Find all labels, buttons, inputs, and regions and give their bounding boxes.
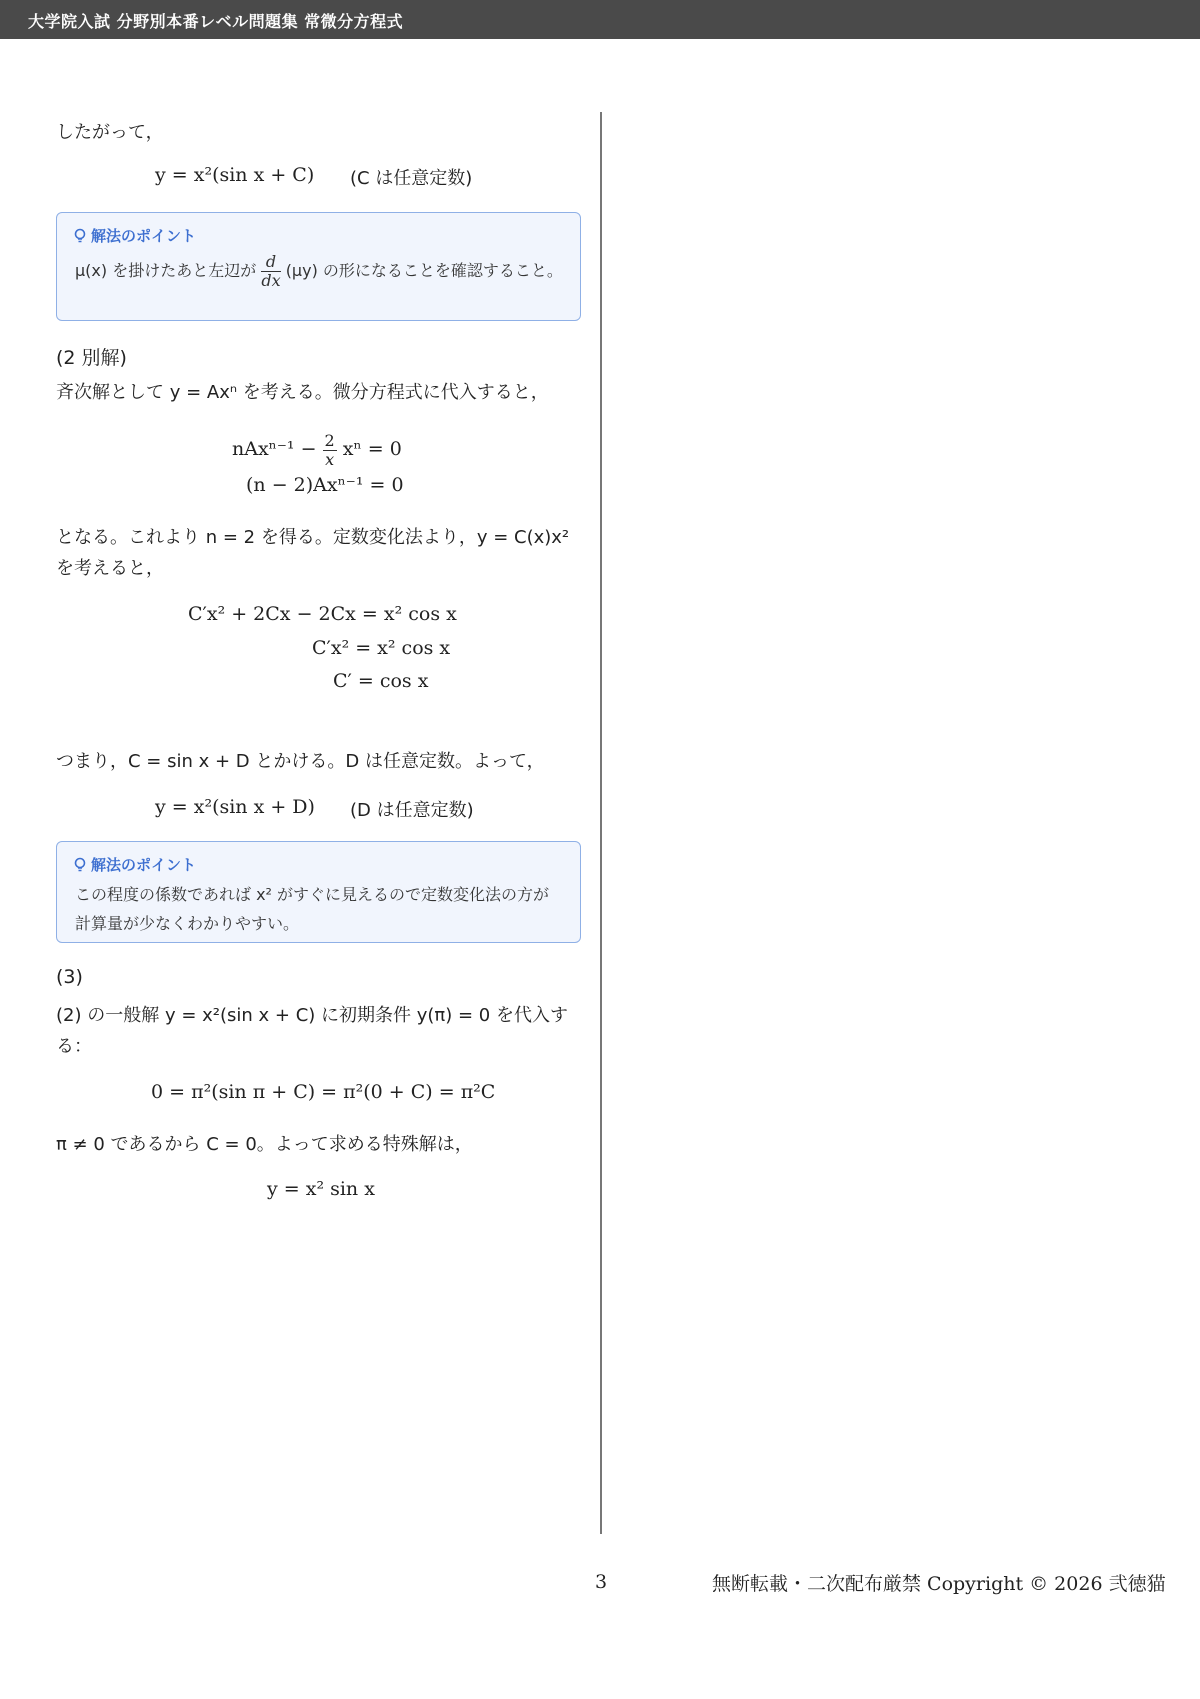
equation-initial-condition: 0 = π²(sin π + C) = π²(0 + C) = π²C bbox=[151, 1081, 496, 1103]
section-heading-2-alt: (2 別解) bbox=[56, 347, 127, 369]
hint-title-2: 解法のポイント bbox=[91, 856, 197, 874]
lightbulb-icon bbox=[74, 228, 86, 244]
equation-note: (C は任意定数) bbox=[350, 168, 473, 189]
page-title: 大学院入試 分野別本番レベル問題集 常微分方程式 bbox=[28, 12, 404, 31]
copyright-notice: 無断転載・二次配布厳禁 Copyright © 2026 弐徳猫 bbox=[712, 1573, 1166, 1595]
paragraph-initial-condition: (2) の一般解 y = x²(sin x + C) に初期条件 y(π) = 0 を代入する： bbox=[56, 1005, 568, 1057]
equation-note-alt: (D は任意定数) bbox=[350, 800, 474, 821]
equation-reduced: (n − 2)Axⁿ⁻¹ = 0 bbox=[246, 474, 404, 496]
hint-heading bbox=[74, 225, 196, 246]
equation-substitution: nAxⁿ⁻¹ − $\frac{2}{x}$ xⁿ = 0 bbox=[232, 431, 402, 469]
paragraph-integration: つまり，C = sin x + D とかける。D は任意定数。よって， bbox=[56, 751, 545, 772]
paragraph-particular: π ≠ 0 であるから C = 0。よって求める特殊解は， bbox=[56, 1134, 473, 1155]
hint-box bbox=[56, 212, 581, 321]
hint-text-pre: μ(x) を掛けたあと左辺が bbox=[75, 261, 257, 280]
equation-particular-solution: y = x² sin x bbox=[267, 1178, 375, 1200]
hint-text-post: (μy) の形になることを確認すること。 bbox=[285, 261, 563, 280]
paragraph-homogeneous: 斉次解として y = Axⁿ を考える。微分方程式に代入すると， bbox=[56, 382, 549, 403]
equation-variation-3: C′ = cos x bbox=[333, 670, 429, 692]
hint-title: 解法のポイント bbox=[91, 227, 197, 245]
page-header bbox=[0, 0, 1200, 39]
hint-text-2: この程度の係数であれば x² がすぐに見えるので定数変化法の方が計算量が少なくわかりやすい。 bbox=[75, 885, 550, 933]
section-heading-3: (3) bbox=[56, 966, 83, 988]
paragraph-therefore: したがって， bbox=[56, 122, 164, 143]
page-number: 3 bbox=[595, 1571, 608, 1593]
hint-box-2 bbox=[56, 841, 581, 943]
paragraph-variation: となる。これより n = 2 を得る。定数変化法より，y = C(x)x² を考えると， bbox=[56, 527, 570, 579]
derivative-fraction: $\frac{d}{dx}$ bbox=[261, 252, 281, 290]
equation-general-solution: y = x²(sin x + C) bbox=[155, 164, 315, 186]
equation-general-solution-alt: y = x²(sin x + D) bbox=[155, 796, 315, 818]
lightbulb-icon bbox=[74, 857, 86, 873]
hint-heading-2 bbox=[74, 854, 196, 875]
equation-variation-1: C′x² + 2Cx − 2Cx = x² cos x bbox=[188, 603, 457, 625]
equation-variation-2: C′x² = x² cos x bbox=[312, 637, 451, 659]
column-divider bbox=[600, 112, 602, 1534]
hint-text bbox=[75, 253, 565, 290]
